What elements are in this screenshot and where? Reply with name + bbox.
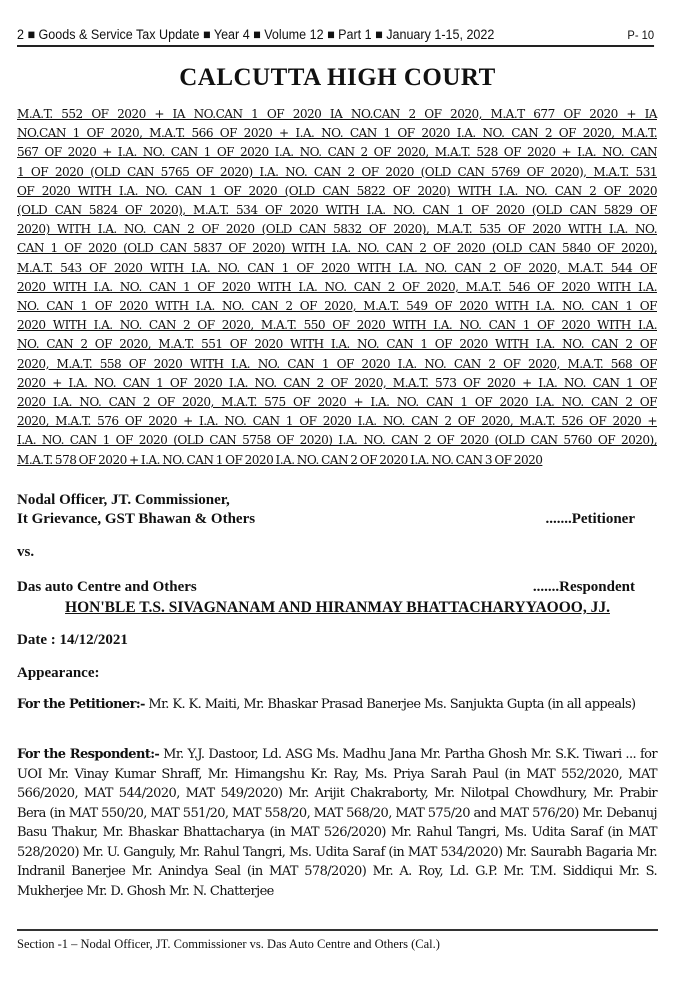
respondent-counsel-text: Mr. Y.J. Dastoor, Ld. ASG Ms. Madhu Jana Mr. Partha Ghosh Mr. S.K. Tiwari ... for UOI Mr. Vinay Kumar Shraff, Mr. Himangshu Kr. Ray, Ms. Priya Sarah Paul (in MAT 552/2020, MAT 566/2020, MAT 544/2020, MAT 549/2020) Mr. Arijit Chakraborty, Mr. Nilotpal Chowdhury, Mr. Prabir Bera (in MAT 550/20, MAT 551/20, MAT 558/20, MAT 568/20, MAT 575/20 and MAT 576/20) Mr. Debanuj Basu Thakur, Mr. Bhaskar Bhattacharya (in MAT 526/2020) Mr. Rahul Tangri, Ms. Udita Saraf (in MAT 528/2020) Mr. U. Ganguly, Mr. Rahul Tangri, Ms. Udita Saraf (in MAT 534/2020) Mr. Saurabh Bagaria Mr. Indranil Banerjee Mr. Anindya Seal (in MAT 578/2020) Mr. A. Roy, Ld. G.P. Mr. T.M. Siddiqui Mr. S. Mukherjee Mr. D. Ghosh Mr. N. Chatterjee (17, 747, 657, 899)
case-numbers-line: 2020, M.A.T. 558 OF 2020 WITH I.A. NO. CAN 1 OF 2020 I.A. NO. CAN 2 OF 2020, M.A.T. 568 OF (17, 356, 657, 371)
case-numbers-line: CAN 1 OF 2020 (OLD CAN 5837 OF 2020) WITH I.A. NO. CAN 2 OF 2020 (OLD CAN 5840 OF 2020), (17, 241, 657, 256)
respondent-counsel-label: For the Respondent:- (17, 747, 160, 762)
case-numbers-line: 1 OF 2020 (OLD CAN 5765 OF 2020) I.A. NO. CAN 2 OF 2020 (OLD CAN 5769 OF 2020), M.A.T. 531 (17, 164, 657, 179)
bench: HON'BLE T.S. SIVAGNANAM AND HIRANMAY BHATTACHARYYAOOO, JJ. (65, 599, 610, 616)
case-numbers-line: 2020) WITH I.A. NO. CAN 2 OF 2020 (OLD CAN 5832 OF 2020), M.A.T. 535 OF 2020 WITH I.A. NO. (17, 222, 657, 237)
case-numbers-line: M.A.T. 552 OF 2020 + IA NO.CAN 1 OF 2020 IA NO.CAN 2 OF 2020, M.A.T 677 OF 2020 + IA (17, 107, 657, 121)
running-header (17, 27, 654, 47)
page-number: P- 10 (627, 28, 655, 42)
judgment-date: Date : 14/12/2021 (17, 632, 128, 648)
petitioner-counsel-text: Mr. K. K. Maiti, Mr. Bhaskar Prasad Banerjee Ms. Sanjukta Gupta (in all appeals) (144, 697, 636, 712)
case-numbers-line: 2020 + I.A. NO. CAN 1 OF 2020 I.A. NO. CAN 2 OF 2020, M.A.T. 573 OF 2020 + I.A. NO. CAN 1 OF (17, 375, 657, 390)
versus: vs. (17, 544, 35, 560)
case-numbers-line: (OLD CAN 5824 OF 2020), M.A.T. 534 OF 2020 WITH I.A. NO. CAN 1 OF 2020 (OLD CAN 5829 OF (17, 203, 657, 218)
case-numbers-line: 2020 WITH I.A. NO. CAN 2 OF 2020, M.A.T. 550 OF 2020 WITH I.A. NO. CAN 1 OF 2020 WITH I.A. (17, 318, 657, 333)
petitioner-counsel (17, 695, 657, 715)
appearance-heading: Appearance: (17, 665, 100, 681)
case-numbers-line: I.A. NO. CAN 1 OF 2020 (OLD CAN 5758 OF 2020) I.A. NO. CAN 2 OF 2020 (OLD CAN 5760 OF 2020), (17, 433, 657, 448)
case-numbers-line: NO.CAN 1 OF 2020, M.A.T. 566 OF 2020 + I.A. NO. CAN 1 OF 2020 I.A. NO. CAN 2 OF 2020, M.A.T. (17, 126, 657, 141)
petitioner-name-line2: It Grievance, GST Bhawan & Others (17, 511, 256, 527)
case-numbers-line: 2020 WITH I.A. NO. CAN 1 OF 2020 WITH I.A. NO. CAN 2 OF 2020, M.A.T. 546 OF 2020 WITH I.A. (17, 279, 657, 294)
petitioner-role: .......Petitioner (545, 511, 635, 527)
case-numbers (17, 105, 657, 470)
respondent-role: .......Respondent (532, 579, 635, 595)
running-footer: Section -1 – Nodal Officer, JT. Commissioner vs. Das Auto Centre and Others (Cal.) (17, 929, 658, 952)
case-numbers-line: 2020, M.A.T. 576 OF 2020 + I.A. NO. CAN 1 OF 2020 I.A. NO. CAN 2 OF 2020, M.A.T. 526 OF 2020 + (17, 414, 657, 429)
parties (17, 491, 635, 597)
petitioner-name-line1: Nodal Officer, JT. Commissioner, (17, 492, 230, 508)
respondent-name: Das auto Centre and Others (17, 579, 197, 595)
case-numbers-line: NO. CAN 2 OF 2020, M.A.T. 551 OF 2020 WITH I.A. NO. CAN 1 OF 2020 WITH I.A. NO. CAN 2 OF (17, 337, 657, 352)
case-numbers-line: 2020 I.A. NO. CAN 2 OF 2020, M.A.T. 575 OF 2020 + I.A. NO. CAN 1 OF 2020 I.A. NO. CAN 2 OF (17, 395, 657, 410)
case-numbers-line: M.A.T. 578 OF 2020 + I.A. NO. CAN 1 OF 2020 I.A. NO. CAN 2 OF 2020 I.A. NO. CAN 3 OF 2020 (17, 452, 543, 467)
court-title: CALCUTTA HIGH COURT (179, 64, 496, 91)
petitioner-counsel-label: For the Petitioner:- (17, 697, 145, 712)
case-numbers-line: M.A.T. 543 OF 2020 WITH I.A. NO. CAN 1 OF 2020 WITH I.A. NO. CAN 2 OF 2020, M.A.T. 544 OF (17, 260, 657, 275)
running-title: 2 ■ Goods & Service Tax Update ■ Year 4 ■ Volume 12 ■ Part 1 ■ January 1-15, 2022 (17, 27, 495, 42)
case-numbers-line: OF 2020 WITH I.A. NO. CAN 1 OF 2020 (OLD CAN 5822 OF 2020) WITH I.A. NO. CAN 2 OF 2020 (17, 183, 657, 198)
case-numbers-line: NO. CAN 1 OF 2020 WITH I.A. NO. CAN 2 OF 2020, M.A.T. 549 OF 2020 WITH I.A. NO. CAN 1 OF (17, 299, 657, 314)
respondent-counsel (17, 745, 657, 901)
case-numbers-line: 567 OF 2020 + I.A. NO. CAN 1 OF 2020 I.A. NO. CAN 2 OF 2020, M.A.T. 528 OF 2020 + I.A. NO. CAN (17, 145, 657, 160)
